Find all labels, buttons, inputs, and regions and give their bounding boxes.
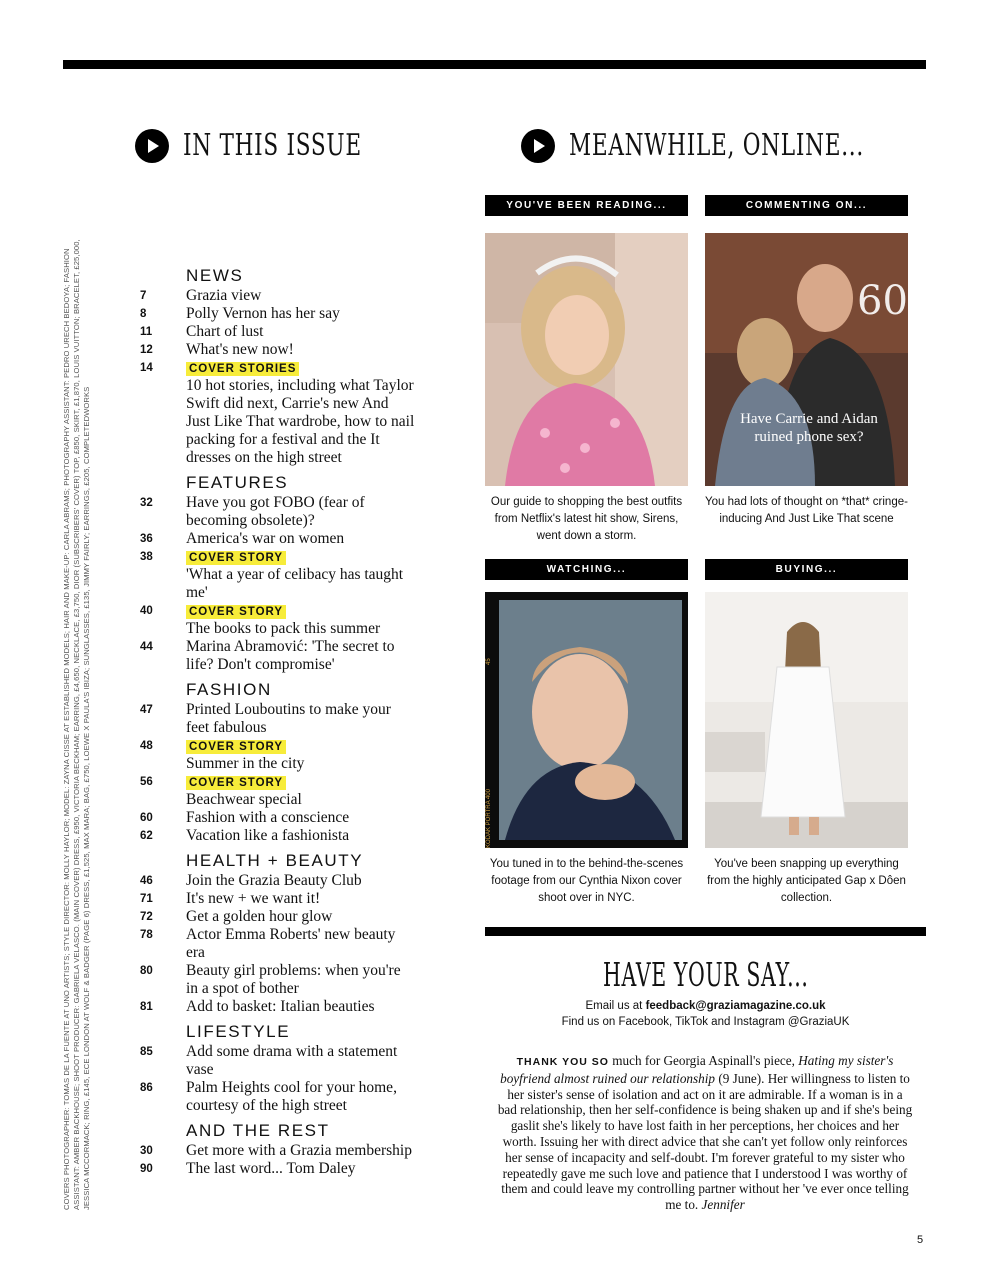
- toc-entry[interactable]: [140, 602, 415, 638]
- toc-entry[interactable]: [140, 287, 415, 305]
- page-ref: 85: [140, 1046, 153, 1058]
- toc-entry-title: It's new + we want it!: [186, 890, 321, 907]
- toc-entry[interactable]: [140, 1079, 415, 1115]
- toc-entry[interactable]: [140, 1142, 415, 1160]
- sirens-image: [485, 233, 688, 486]
- page-ref: 60: [140, 812, 153, 824]
- have-your-say-title: HAVE YOUR SAY...: [602, 955, 809, 994]
- toc-entry-title: The last word... Tom Daley: [186, 1160, 356, 1177]
- toc-entry-title: Add some drama with a statement vase: [186, 1043, 398, 1078]
- section-title: IN THIS ISSUE: [183, 128, 362, 163]
- toc-entry[interactable]: [140, 323, 415, 341]
- social-line: Find us on Facebook, TikTok and Instagram @GraziaUK: [561, 1016, 850, 1028]
- photo-and-just-like-that[interactable]: [705, 233, 908, 486]
- letter-text: much for Georgia Aspinall's piece,: [612, 1053, 795, 1068]
- cynthia-image: [485, 592, 688, 848]
- toc-entry-title: Grazia view: [186, 287, 262, 304]
- caption-watching: [485, 856, 688, 907]
- toc-entry-title: Fashion with a conscience: [186, 809, 350, 826]
- overlay-headline: Have Carrie and Aidan ruined phone sex?: [740, 411, 878, 445]
- label-reading: YOU'VE BEEN READING...: [485, 195, 688, 216]
- page-ref: 48: [140, 740, 153, 752]
- toc-entry-title: Beauty girl problems: when you're in a spot of bother: [186, 962, 401, 997]
- toc-entry[interactable]: [140, 1043, 415, 1079]
- letter-text: (9 June). Her willingness to listen to her sister's sense of isolation and act on it are admirable. If a woman is in a bad relationship, then her self-confidence is being shaken up and if she's being gaslit she's likely to have lost faith in her perceptions, her choices and her worth. Issuing her with direct advice that she can't yet follow only reinforces her sense of incapacity and self-doubt. I'm forever grateful to my sister who repeatedly gave me such love and patience that I understood I was worthy of them and could leave my controlling partner without her 've ever once telling me to.: [497, 1070, 913, 1213]
- toc-entry-title: Join the Grazia Beauty Club: [186, 872, 362, 889]
- page-ref: 12: [140, 344, 153, 356]
- toc-entry-title: 'What a year of celibacy has taught me': [186, 566, 404, 601]
- toc-entry-body: [186, 305, 415, 323]
- toc-entry-body: [186, 359, 415, 467]
- page-ref: 44: [140, 641, 153, 653]
- gap-doen-image: [705, 592, 908, 848]
- toc-entry-title: Chart of lust: [186, 323, 264, 340]
- toc-section-lifestyle: LIFESTYLE: [186, 1022, 291, 1041]
- toc-entry-title: Polly Vernon has her say: [186, 305, 340, 322]
- page-ref: 11: [140, 326, 153, 338]
- caption-buying: [705, 856, 908, 907]
- cover-story-badge: COVER STORY: [186, 605, 286, 619]
- toc-entry[interactable]: [140, 890, 415, 908]
- toc-entry-title: Get a golden hour glow: [186, 908, 333, 925]
- label-buying: BUYING...: [705, 559, 908, 580]
- toc-entry-body: [186, 737, 415, 773]
- toc-entry-body: [186, 872, 415, 890]
- toc-entry-body: [186, 638, 415, 674]
- toc-entry[interactable]: [140, 809, 415, 827]
- toc-entry-title: Beachwear special: [186, 791, 302, 808]
- email-prefix: Email us at: [585, 1000, 643, 1012]
- have-your-say: [485, 955, 926, 1030]
- caption-text: You've been snapping up everything from the highly anticipated Gap x Dôen collection.: [707, 858, 906, 904]
- cover-story-badge: COVER STORIES: [186, 362, 299, 376]
- toc-section-rest: AND THE REST: [186, 1121, 330, 1140]
- toc-entry-title: 10 hot stories, including what Taylor Swift did next, Carrie's new And Just Like That wardrobe, how to nail packing for a festival and the It dresses on the high street: [186, 377, 415, 466]
- page-ref: 30: [140, 1145, 153, 1157]
- cover-story-badge: COVER STORY: [186, 551, 286, 565]
- toc-entry-body: [186, 1142, 415, 1160]
- photo-sirens[interactable]: [485, 233, 688, 486]
- toc-entry[interactable]: [140, 998, 415, 1016]
- toc-entry[interactable]: [140, 872, 415, 890]
- toc-entry-body: [186, 1079, 415, 1115]
- caption-text: You tuned in to the behind-the-scenes footage from our Cynthia Nixon cover shoot over in NYC.: [489, 858, 684, 904]
- email-line: [485, 998, 926, 1014]
- table-of-contents: [140, 266, 415, 1178]
- page-ref: 80: [140, 965, 153, 977]
- photo-cynthia-nixon[interactable]: [485, 592, 688, 848]
- toc-entry-body: [186, 1043, 415, 1079]
- toc-entry-body: [186, 602, 415, 638]
- toc-entry-body: [186, 998, 415, 1016]
- section-title: MEANWHILE, ONLINE...: [569, 128, 864, 163]
- toc-entry[interactable]: [140, 638, 415, 674]
- caption-reading: [485, 494, 688, 545]
- toc-entry-body: [186, 890, 415, 908]
- page-ref: 46: [140, 875, 153, 887]
- ajlt-image: [705, 233, 908, 486]
- toc-entry-body: [186, 494, 415, 530]
- caption-text: You had lots of thought on *that* cringe-inducing And Just Like That scene: [705, 496, 908, 525]
- photo-credits: COVERS PHOTOGRAPHER: TOMAS DE LA FUENTE AT UNO ARTISTS; STYLE DIRECTOR: MOLLY HAYLOR; MODEL: ZAYNA CISSE AT ESTABLISHED MODELS; HAIR AND MAKE-UP: CARLA ABRAMS; PHOTOGRAPHY ASSISTANT: PEDRO URECH BEDOYA; FASHION ASSISTANT: AMBER BACKHOUSE; SHOOT PRODUCER: GABRIELA VELASCO. (MAIN COVER) DRESS, £950, VICTORIA BECKHAM; EARRING, £4,650, NECKLACE, £3,750, DIOR (SUBSCRIBERS' COVER) TOP, £850, SKIRT, £1,870, LOUIS VUITTON; BRACELET, £25,000, JESSICA MCCORMACK; RING, £145, ECE LONDON AT WOLF & BADGER (PAGE 6) DRESS, £1,525, MAX MARA; BAG, £750, LOEWE X PAULA'S IBIZA; SUNGLASSES, £135, JIMMY FAIRLY; EARRINGS, £205, COMPLETEDWORKS: [62, 239, 91, 1210]
- toc-entry-body: [186, 530, 415, 548]
- toc-entry-body: [186, 809, 415, 827]
- toc-entry-title: The books to pack this summer: [186, 620, 381, 637]
- toc-entry-body: [186, 827, 415, 845]
- toc-section-fashion: FASHION: [186, 680, 272, 699]
- toc-entry-title: America's war on women: [186, 530, 345, 547]
- toc-entry[interactable]: [140, 701, 415, 737]
- toc-entry[interactable]: [140, 341, 415, 359]
- toc-entry-title: What's new now!: [186, 341, 294, 358]
- page-ref: 90: [140, 1163, 153, 1175]
- in-this-issue-header: [135, 128, 431, 163]
- page-ref: 86: [140, 1082, 153, 1094]
- toc-section-health: HEALTH + BEAUTY: [186, 851, 364, 870]
- cover-story-badge: COVER STORY: [186, 776, 286, 790]
- toc-entry-body: [186, 701, 415, 737]
- page-ref: 62: [140, 830, 153, 842]
- email-link[interactable]: feedback@graziamagazine.co.uk: [645, 1000, 826, 1012]
- play-icon: [135, 129, 169, 163]
- film-edge-number: 45: [486, 658, 492, 665]
- page-ref: 56: [140, 776, 153, 788]
- toc-entry[interactable]: [140, 305, 415, 323]
- overlay-number: 60: [857, 278, 908, 324]
- toc-entry-title: Actor Emma Roberts' new beauty era: [186, 926, 396, 961]
- toc-entry-body: [186, 908, 415, 926]
- page-ref: 14: [140, 362, 153, 374]
- label-watching: WATCHING...: [485, 559, 688, 580]
- page-ref: 7: [140, 290, 147, 302]
- letter-piece-title: Hating my sister's boyfriend almost ruined our relationship: [500, 1053, 894, 1086]
- divider-rule: [485, 927, 926, 936]
- toc-section-news: NEWS: [186, 266, 244, 285]
- toc-entry-body: [186, 287, 415, 305]
- toc-entry[interactable]: [140, 1160, 415, 1178]
- toc-entry-title: Vacation like a fashionista: [186, 827, 350, 844]
- toc-entry-body: [186, 773, 415, 809]
- toc-entry[interactable]: [140, 962, 415, 998]
- toc-entry-title: Printed Louboutins to make your feet fabulous: [186, 701, 391, 736]
- toc-entry[interactable]: [140, 827, 415, 845]
- photo-gap-doen[interactable]: [705, 592, 908, 848]
- toc-entry-title: Summer in the city: [186, 755, 305, 772]
- cover-story-badge: COVER STORY: [186, 740, 286, 754]
- label-commenting: COMMENTING ON...: [705, 195, 908, 216]
- toc-entry-body: [186, 1160, 415, 1178]
- meanwhile-online-header: [521, 128, 979, 163]
- top-rule: [63, 60, 926, 69]
- toc-entry[interactable]: [140, 494, 415, 530]
- page-ref: 78: [140, 929, 153, 941]
- toc-entry-body: [186, 962, 415, 998]
- toc-entry-title: Marina Abramović: 'The secret to life? Don't compromise': [186, 638, 395, 673]
- page-ref: 38: [140, 551, 153, 563]
- caption-text: Our guide to shopping the best outfits from Netflix's latest hit show, Sirens, went down a storm.: [490, 496, 683, 542]
- page-ref: 71: [140, 893, 153, 905]
- toc-entry-title: Get more with a Grazia membership: [186, 1142, 412, 1159]
- toc-entry[interactable]: [140, 359, 415, 467]
- page-ref: 47: [140, 704, 153, 716]
- toc-entry[interactable]: [140, 926, 415, 962]
- film-edge-text: [486, 834, 492, 848]
- reader-letter: [497, 1053, 913, 1213]
- toc-entry-title: Have you got FOBO (fear of becoming obsolete)?: [186, 494, 365, 529]
- toc-entry[interactable]: [140, 908, 415, 926]
- toc-entry-body: [186, 341, 415, 359]
- letter-signature: Jennifer: [701, 1197, 745, 1213]
- page-ref: 36: [140, 533, 153, 545]
- toc-entry-title: Palm Heights cool for your home, courtesy of the high street: [186, 1079, 397, 1114]
- page-ref: 8: [140, 308, 147, 320]
- toc-entry-body: [186, 548, 415, 602]
- toc-entry[interactable]: [140, 530, 415, 548]
- toc-entry-body: [186, 926, 415, 962]
- toc-entry[interactable]: [140, 737, 415, 773]
- page-ref: 32: [140, 497, 153, 509]
- toc-entry[interactable]: [140, 773, 415, 809]
- toc-entry[interactable]: [140, 548, 415, 602]
- caption-commenting: [705, 494, 908, 528]
- page-ref: 40: [140, 605, 153, 617]
- page-number: 5: [917, 1234, 924, 1246]
- letter-lead: THANK YOU SO: [516, 1056, 609, 1068]
- toc-entry-body: [186, 323, 415, 341]
- toc-entry-title: Add to basket: Italian beauties: [186, 998, 375, 1015]
- page-ref: 72: [140, 911, 153, 923]
- play-icon: [521, 129, 555, 163]
- page-ref: 81: [140, 1001, 153, 1013]
- toc-section-features: FEATURES: [186, 473, 289, 492]
